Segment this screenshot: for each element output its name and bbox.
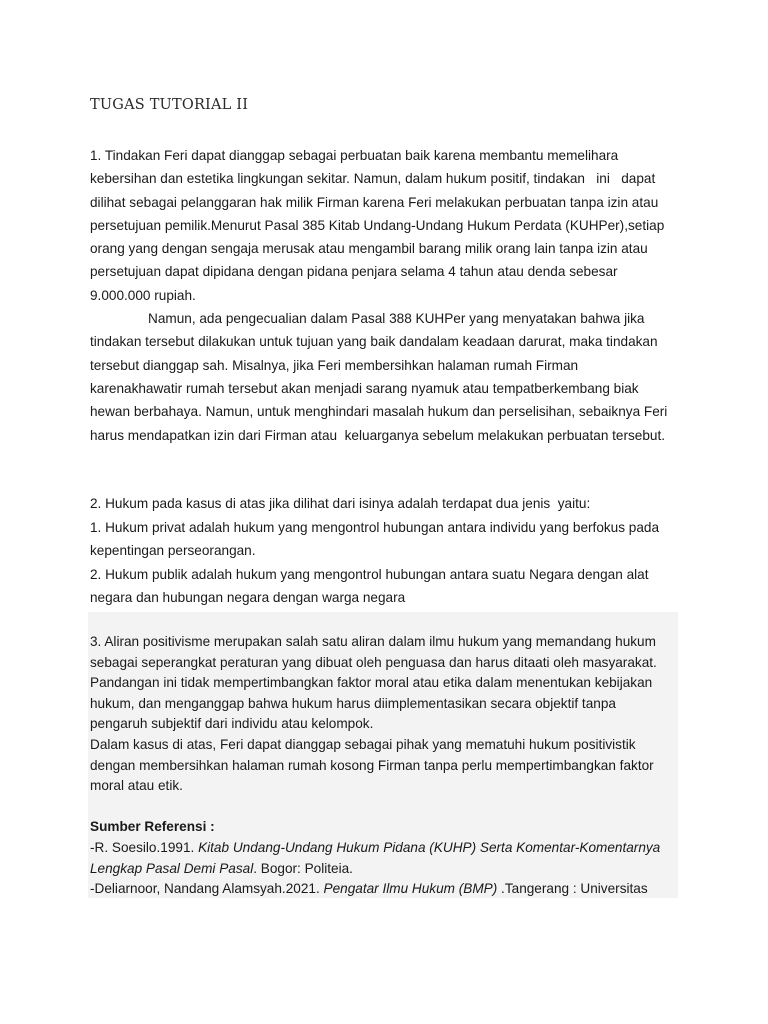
reference-1-title-b: Lengkap Pasal Demi Pasal bbox=[90, 860, 254, 876]
reference-1-publisher: . Bogor: Politeia. bbox=[253, 860, 353, 876]
text-line: 1. Tindakan Feri dapat dianggap sebagai perbuatan baik karena membantu memelihara bbox=[90, 148, 619, 163]
reference-1 bbox=[90, 838, 680, 879]
text-line: 3. Aliran positivisme merupakan salah satu aliran dalam ilmu hukum yang memandang hukum bbox=[90, 634, 656, 649]
reference-1-author: -R. Soesilo.1991. bbox=[90, 839, 199, 855]
text-line: moral atau etik. bbox=[90, 778, 183, 794]
reference-2-author: -Deliarnoor, Nandang Alamsyah.2021. bbox=[90, 881, 324, 897]
text-line: hewan berbahaya. Namun, untuk menghindari masalah hukum dan perselisihan, sebaiknya Feri bbox=[90, 404, 668, 420]
text-line: sebagai seperangkat peraturan yang dibuat oleh penguasa dan harus ditaati oleh masyarakat. bbox=[90, 654, 657, 670]
text-line: tindakan tersebut dilakukan untuk tujuan yang baik dandalam keadaan darurat, maka tindakan bbox=[90, 334, 658, 350]
references-heading: Sumber Referensi : bbox=[90, 819, 215, 835]
section-2-text bbox=[90, 492, 690, 610]
text-line: 2. Hukum publik adalah hukum yang mengontrol hubungan antara suatu Negara dengan alat bbox=[90, 566, 649, 582]
text-line: orang yang dengan sengaja merusak atau mengambil barang milik orang lain tanpa izin atau bbox=[90, 241, 648, 257]
text-line: 2. Hukum pada kasus di atas jika dilihat dari isinya adalah terdapat dua jenis yaitu: bbox=[90, 496, 591, 511]
reference-2-publisher: .Tangerang : Universitas bbox=[497, 881, 648, 897]
text-line: harus mendapatkan izin dari Firman atau keluarganya sebelum melakukan perbuatan tersebut. bbox=[90, 427, 666, 443]
text-line: persetujuan dapat dipidana dengan pidana penjara selama 4 tahun atau denda sebesar bbox=[90, 264, 618, 280]
section-3 bbox=[90, 632, 680, 900]
page-title: TUGAS TUTORIAL II bbox=[90, 97, 249, 113]
text-line: Namun, ada pengecualian dalam Pasal 388 KUHPer yang menyatakan bahwa jika bbox=[148, 311, 645, 327]
text-line: Pandangan ini tidak mempertimbangkan faktor moral atau etika dalam menentukan kebijakan bbox=[90, 675, 653, 691]
reference-1-title-a: Kitab Undang-Undang Hukum Pidana (KUHP) Serta Komentar-Komentarnya bbox=[198, 839, 661, 855]
reference-2 bbox=[90, 879, 680, 900]
section-1-paragraph-1 bbox=[90, 144, 690, 307]
section-1-paragraph-2 bbox=[90, 307, 690, 447]
spacer bbox=[90, 797, 680, 818]
section-3-text bbox=[90, 632, 680, 797]
reference-2-title: Pengatar Ilmu Hukum (BMP) bbox=[323, 881, 498, 897]
text-line: tersebut dianggap sah. Misalnya, jika Feri membersihkan halaman rumah Firman bbox=[90, 357, 579, 373]
text-line: hukum, dan menganggap bahwa hukum harus diimplementasikan secara objektif tanpa bbox=[90, 695, 616, 711]
text-line: Dalam kasus di atas, Feri dapat dianggap sebagai pihak yang mematuhi hukum positivistik bbox=[90, 736, 636, 752]
section-1 bbox=[90, 144, 690, 447]
text-line: 1. Hukum privat adalah hukum yang mengontrol hubungan antara individu yang berfokus pada bbox=[90, 519, 660, 535]
text-line: pengaruh subjektif dari individu atau kelompok. bbox=[90, 716, 374, 732]
text-line: kepentingan perseorangan. bbox=[90, 543, 256, 558]
text-line: karenakhawatir rumah tersebut akan menjadi sarang nyamuk atau tempatberkembang biak bbox=[90, 380, 639, 396]
text-line: dilihat sebagai pelanggaran hak milik Firman karena Feri melakukan perbuatan tanpa izin atau bbox=[90, 194, 659, 210]
text-line: negara dan hubungan negara dengan warga negara bbox=[90, 590, 406, 605]
text-line: 9.000.000 rupiah. bbox=[90, 287, 196, 303]
section-2 bbox=[90, 492, 690, 610]
text-line: persetujuan pemilik.Menurut Pasal 385 Kitab Undang-Undang Hukum Perdata (KUHPer),setiap bbox=[90, 217, 665, 233]
text-line: kebersihan dan estetika lingkungan sekitar. Namun, dalam hukum positif, tindakan ini dapat bbox=[90, 171, 656, 187]
text-line: dengan membersihkan halaman rumah kosong Firman tanpa perlu mempertimbangkan faktor bbox=[90, 757, 654, 773]
